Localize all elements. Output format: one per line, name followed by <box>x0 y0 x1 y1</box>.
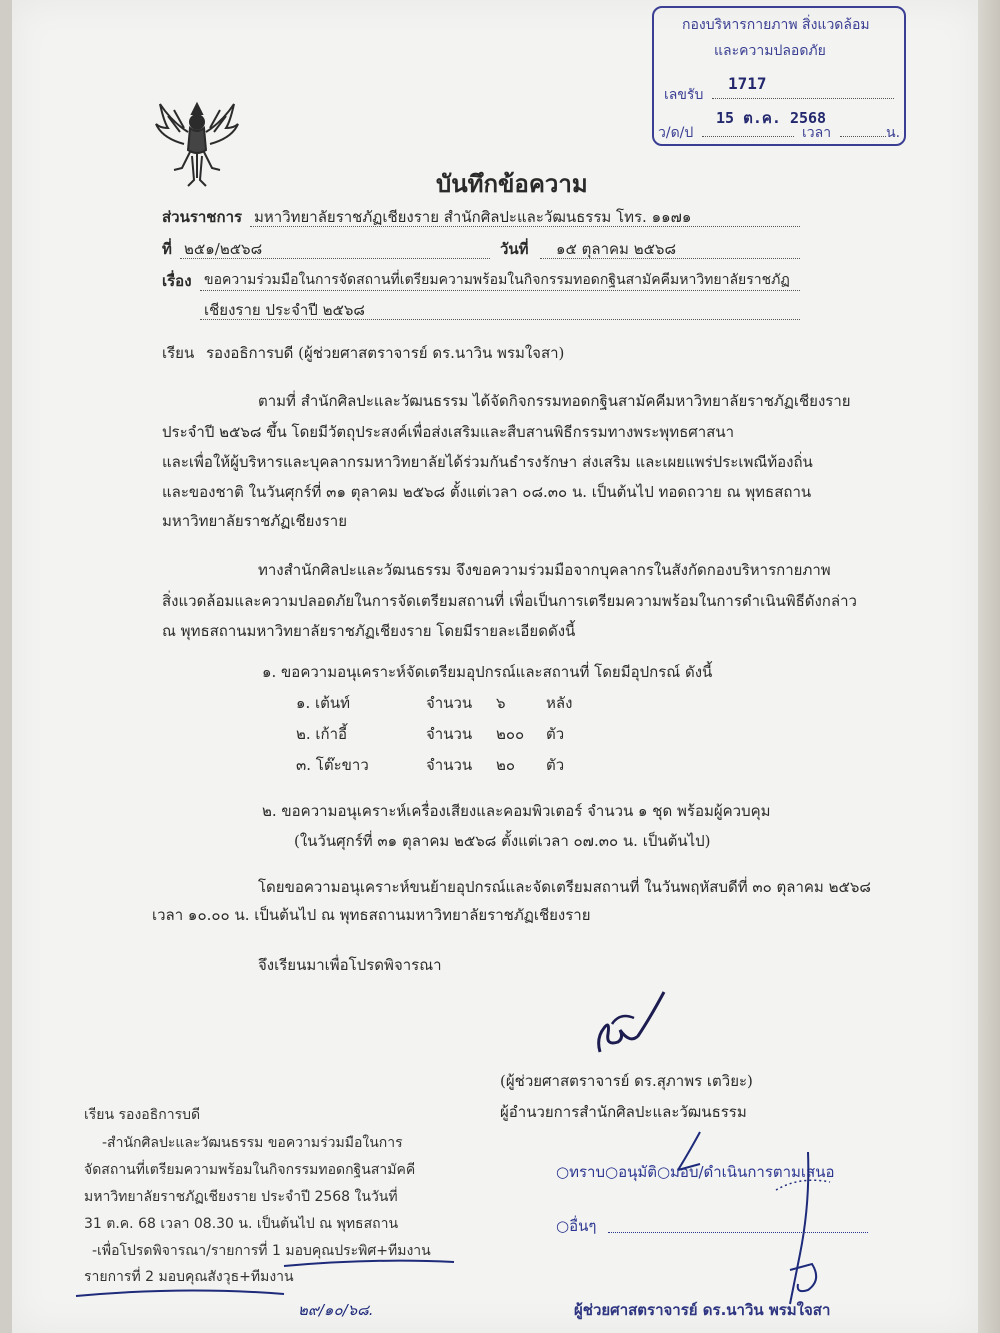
body-p3-line2: เวลา ๑๐.๐๐ น. เป็นต้นไป ณ พุทธสถานมหาวิทยาลัยราชภัฏเชียงราย <box>152 906 591 924</box>
agency-label: ส่วนราชการ <box>162 208 243 226</box>
body-p3-line1: โดยขอความอนุเคราะห์ขนย้ายอุปกรณ์และจัดเตรียมสถานที่ ในวันพฤหัสบดีที่ ๓๐ ตุลาคม ๒๕๖๘ <box>258 878 871 896</box>
memo-title: บันทึกข้อความ <box>436 169 588 198</box>
stamp-office-line1: กองบริหารกายภาพ สิ่งแวดล้อม <box>682 17 870 33</box>
salutation-label: เรียน <box>162 344 195 362</box>
subject-dots2 <box>200 319 800 320</box>
subject-line1: ขอความร่วมมือในการจัดสถานที่เตรียมความพร้อมในกิจกรรมทอดกฐินสามัคคีมหาวิทยาลัยราชภัฏ <box>204 272 790 288</box>
stamp-time-dots <box>840 136 886 137</box>
date-value: ๑๕ ตุลาคม ๒๕๖๘ <box>556 240 677 258</box>
body-p1-line5: มหาวิทยาลัยราชภัฏเชียงราย <box>162 512 348 530</box>
equipment-unit: หลัง <box>546 694 573 712</box>
approver-name: ผู้ช่วยศาสตราจารย์ ดร.นาวิน พรมใจสา <box>574 1301 831 1319</box>
equipment-qty: ๒๐ <box>496 756 516 774</box>
date-label: วันที่ <box>500 240 529 258</box>
equipment-qty: ๒๐๐ <box>496 725 525 743</box>
receiving-stamp <box>652 6 906 146</box>
approver-signature <box>640 1124 840 1314</box>
ref-dots <box>180 258 490 259</box>
agency-dots <box>250 226 800 227</box>
equipment-qty-label: จำนวน <box>426 725 473 743</box>
note-underline <box>74 1252 464 1302</box>
stamp-date-dots <box>702 136 794 137</box>
signer-name: (ผู้ช่วยศาสตราจารย์ ดร.สุภาพร เตวิยะ) <box>500 1072 753 1090</box>
subject-label: เรื่อง <box>162 272 192 290</box>
stamp-receive-number: 1717 <box>728 74 767 93</box>
body-p2-line1: ทางสำนักศิลปะและวัฒนธรรม จึงขอความร่วมมือจากบุคลากรในสังกัดกองบริหารกายภาพ <box>258 561 831 579</box>
stamp-date-value: 15 ต.ค. 2568 <box>716 109 827 127</box>
note-recipient: เรียน รองอธิการบดี <box>84 1107 201 1123</box>
equipment-qty: ๖ <box>496 694 506 712</box>
equipment-name: ๓. โต๊ะขาว <box>296 756 369 774</box>
body-p2-line3: ณ พุทธสถานมหาวิทยาลัยราชภัฏเชียงราย โดยมีรายละเอียดดังนี้ <box>162 622 576 640</box>
item1-request: ๑. ขอความอนุเคราะห์จัดเตรียมอุปกรณ์และสถานที่ โดยมีอุปกรณ์ ดังนี้ <box>262 663 713 681</box>
note-line: -เพื่อโปรดพิจารณา/รายการที่ 1 มอบคุณประพิศ+ทีมงาน <box>92 1243 431 1259</box>
note-line: รายการที่ 2 มอบคุณสังวุธ+ทีมงาน <box>84 1269 294 1285</box>
item2-request: ๒. ขอความอนุเคราะห์เครื่องเสียงและคอมพิวเตอร์ จำนวน ๑ ชุด พร้อมผู้ควบคุม <box>262 802 771 820</box>
body-p2-line2: สิ่งแวดล้อมและความปลอดภัยในการจัดเตรียมสถานที่ เพื่อเป็นการเตรียมความพร้อมในการดำเนินพิธีดังกล่าว <box>162 592 857 610</box>
decision-options: ○ทราบ○อนุมัติ○มอบ/ดำเนินการตามเสนอ <box>556 1163 835 1181</box>
body-p1-line3: และเพื่อให้ผู้บริหารและบุคลากรมหาวิทยาลัยได้ร่วมกันธำรงรักษา ส่งเสริม และเผยแพร่ประเพณีท้องถิ่น <box>162 453 813 471</box>
equipment-qty-label: จำนวน <box>426 756 473 774</box>
body-p1-line4: และของชาติ ในวันศุกร์ที่ ๓๑ ตุลาคม ๒๕๖๘ ตั้งแต่เวลา ๐๘.๓๐ น. เป็นต้นไป ทอดถวาย ณ พุทธสถาน <box>162 483 812 501</box>
stamp-receive-dots <box>712 98 894 99</box>
body-p1-line1: ตามที่ สำนักศิลปะและวัฒนธรรม ได้จัดกิจกรรมทอดกฐินสามัคคีมหาวิทยาลัยราชภัฏเชียงราย <box>258 392 851 410</box>
stamp-time-unit: น. <box>886 125 901 141</box>
ref-value: ๒๕๑/๒๕๖๘ <box>184 240 263 258</box>
stamp-time-label: เวลา <box>802 125 832 141</box>
note-initials: ๒๙/๑๐/๖๘. <box>298 1301 374 1319</box>
closing-text: จึงเรียนมาเพื่อโปรดพิจารณา <box>258 956 442 974</box>
stamp-date-label: ว/ด/ป <box>658 125 694 141</box>
date-dots <box>540 258 800 259</box>
item2-datetime: (ในวันศุกร์ที่ ๓๑ ตุลาคม ๒๕๖๘ ตั้งแต่เวลา ๐๗.๓๐ น. เป็นต้นไป) <box>294 832 711 850</box>
equipment-unit: ตัว <box>546 756 565 774</box>
body-p1-line2: ประจำปี ๒๕๖๘ ขึ้น โดยมีวัตถุประสงค์เพื่อส่งเสริมและสืบสานพิธีกรรมทางพระพุทธศาสนา <box>162 423 735 441</box>
stamp-receive-label: เลขรับ <box>664 87 704 103</box>
stamp-office-line2: และความปลอดภัย <box>714 43 826 59</box>
signer-position: ผู้อำนวยการสำนักศิลปะและวัฒนธรรม <box>500 1103 747 1121</box>
equipment-unit: ตัว <box>546 725 565 743</box>
garuda-emblem-icon <box>154 98 240 188</box>
subject-dots1 <box>200 290 800 291</box>
decision-other: ○อื่นๆ <box>556 1217 597 1235</box>
equipment-qty-label: จำนวน <box>426 694 473 712</box>
note-line: -สำนักศิลปะและวัฒนธรรม ขอความร่วมมือในการ <box>102 1135 403 1151</box>
director-signature <box>590 986 680 1062</box>
ref-label: ที่ <box>162 240 172 258</box>
note-line: 31 ต.ค. 68 เวลา 08.30 น. เป็นต้นไป ณ พุทธสถาน <box>84 1216 399 1232</box>
agency-value: มหาวิทยาลัยราชภัฏเชียงราย สำนักศิลปะและวัฒนธรรม โทร. ๑๑๗๑ <box>254 208 692 226</box>
note-line: จัดสถานที่เตรียมความพร้อมในกิจกรรมทอดกฐินสามัคคี <box>84 1162 416 1178</box>
equipment-name: ๑. เต้นท์ <box>296 694 351 712</box>
subject-line2: เชียงราย ประจำปี ๒๕๖๘ <box>204 301 365 319</box>
note-line: มหาวิทยาลัยราชภัฏเชียงราย ประจำปี 2568 ในวันที่ <box>84 1189 398 1205</box>
salutation-value: รองอธิการบดี (ผู้ช่วยศาสตราจารย์ ดร.นาวิน พรมใจสา) <box>206 344 565 362</box>
background-strip <box>978 0 1000 1333</box>
equipment-name: ๒. เก้าอี้ <box>296 725 348 743</box>
